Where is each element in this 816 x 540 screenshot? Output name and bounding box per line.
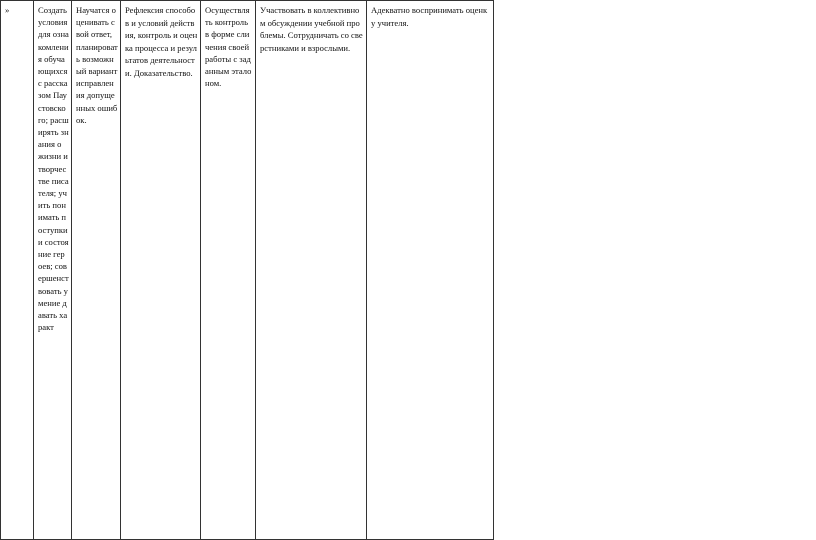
personal-results-cell <box>72 1 121 540</box>
cognitive-uud-text: Рефлексия способов и условий действия, контроль и оценка процесса и результатов деятельности. Доказательство. <box>125 5 198 78</box>
regulative-uud-text: Осуществлять контроль в форме сличения своей работы с заданным эталоном. <box>205 5 252 89</box>
communicative-uud-text: Участвовать в коллективном обсуждении учебной проблемы. Сотрудничать со сверстниками и взрослыми. <box>260 5 363 53</box>
goal-cell <box>34 1 72 540</box>
goal-text: Создать условия для ознакомления обучающихся с рассказом Паустовского; расширять знания о жизни и творчестве писателя; учить понимать поступки и состояние героев; совершенствовать умение давать характ <box>38 5 69 333</box>
marker-text: » <box>5 5 10 15</box>
assessment-cell <box>367 1 494 540</box>
communicative-uud-cell <box>256 1 367 540</box>
marker-cell <box>1 1 34 540</box>
personal-results-text: Научатся оценивать свой ответ, планировать возможный вариант исправления допущенных ошибок. <box>76 5 118 125</box>
cognitive-uud-cell <box>121 1 201 540</box>
assessment-text: Адекватно воспринимать оценку учителя. <box>371 5 488 28</box>
table-row <box>1 1 494 540</box>
regulative-uud-cell <box>201 1 256 540</box>
